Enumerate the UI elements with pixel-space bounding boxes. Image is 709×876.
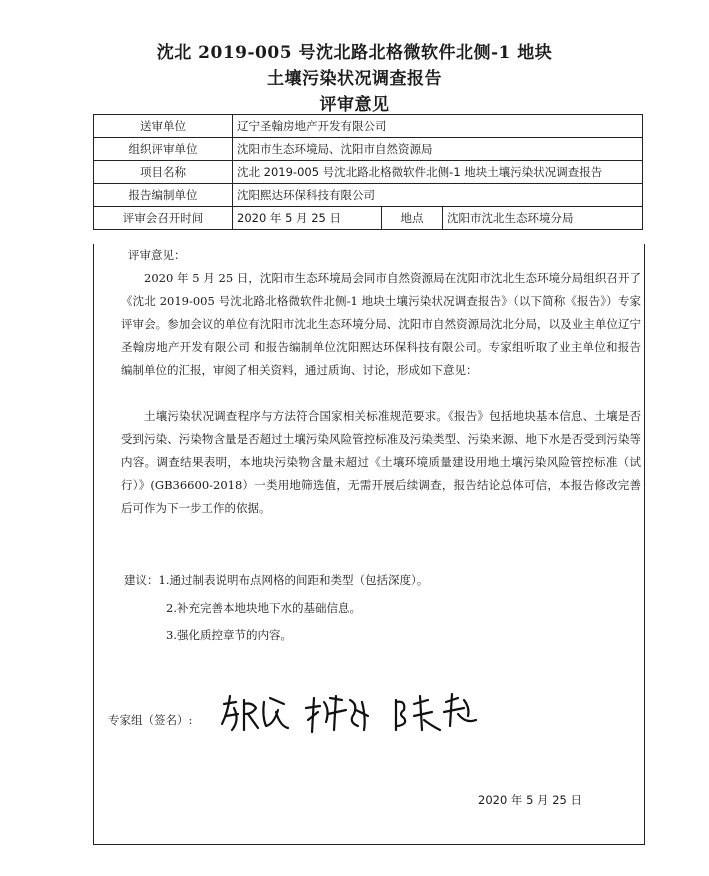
document-title-line1: 沈北 2019-005 号沈北路北格微软件北侧-1 地块 — [156, 43, 553, 63]
compiler-value: 沈阳熙达环保科技有限公司 — [233, 184, 643, 207]
table-row — [94, 184, 643, 207]
suggestion-1: 建议：1.通过制表说明布点网格的间距和类型（包括深度）。 — [124, 573, 429, 587]
table-row — [94, 115, 643, 138]
document-title-line2: 土壤污染状况调查报告 — [267, 69, 442, 89]
org-unit-label: 组织评审单位 — [94, 138, 233, 161]
meeting-time-label: 评审会召开时间 — [94, 207, 233, 230]
location-label: 地点 — [382, 207, 443, 230]
table-row — [94, 207, 643, 230]
meeting-time-value: 2020 年 5 月 25 日 — [233, 207, 382, 230]
location-value: 沈阳市沈北生态环境分局 — [443, 207, 643, 230]
submit-unit-value: 辽宁圣翰房地产开发有限公司 — [233, 115, 643, 138]
submit-unit-label: 送审单位 — [94, 115, 233, 138]
info-table — [93, 114, 643, 230]
compiler-label: 报告编制单位 — [94, 184, 233, 207]
org-unit-value: 沈阳市生态环境局、沈阳市自然资源局 — [233, 138, 643, 161]
project-label: 项目名称 — [94, 161, 233, 184]
review-paragraph-2: 土壤污染状况调查程序与方法符合国家相关标准规范要求。《报告》包括地块基本信息、土壤是否受到污染、污染物含量是否超过土壤污染风险管控标准及污染类型、污染来源、地下水是否受到污染等内容。调查结果表明，本地块污染物含量未超过《土壤环境质量建设用地土壤污染风险管控标准（试行）》(GB36600-2018）一类用地筛选值，无需开展后续调查，报告结论总体可信，本报告修改完善后可作为下一步工作的依据。 — [121, 409, 641, 515]
review-heading: 评审意见： — [128, 248, 186, 262]
suggestion-2: 2.补充完善本地块地下水的基础信息。 — [166, 601, 361, 615]
handwritten-signatures — [218, 690, 488, 744]
review-paragraph-1: 2020 年 5 月 25 日，沈阳市生态环境局会同市自然资源局在沈阳市沈北生态环境分局组织召开了《沈北 2019-005 号沈北路北格微软件北侧-1 地块土壤污染状况调查报告》（以下简称《报告》）专家评审会。参加会议的单位有沈阳市沈北生态环境分局、沈阳市自然资源局沈北分局，以及业主单位辽宁圣翰房地产开发有限公司 和报告编制单位沈阳熙达环保科技有限公司。专家组听取了业主单位和报告编制单位的汇报，审阅了相关资料，通过质询、讨论，形成如下意见： — [121, 271, 641, 377]
signature-label: 专家组（签名）: — [108, 713, 193, 727]
review-date: 2020 年 5 月 25 日 — [478, 793, 582, 807]
document-title-line3: 评审意见 — [319, 95, 390, 115]
suggestion-3: 3.强化质控章节的内容。 — [166, 628, 292, 642]
project-value: 沈北 2019-005 号沈北路北格微软件北侧-1 地块土壤污染状况调查报告 — [233, 161, 643, 184]
table-row — [94, 161, 643, 184]
table-row — [94, 138, 643, 161]
signature-image — [218, 690, 488, 740]
